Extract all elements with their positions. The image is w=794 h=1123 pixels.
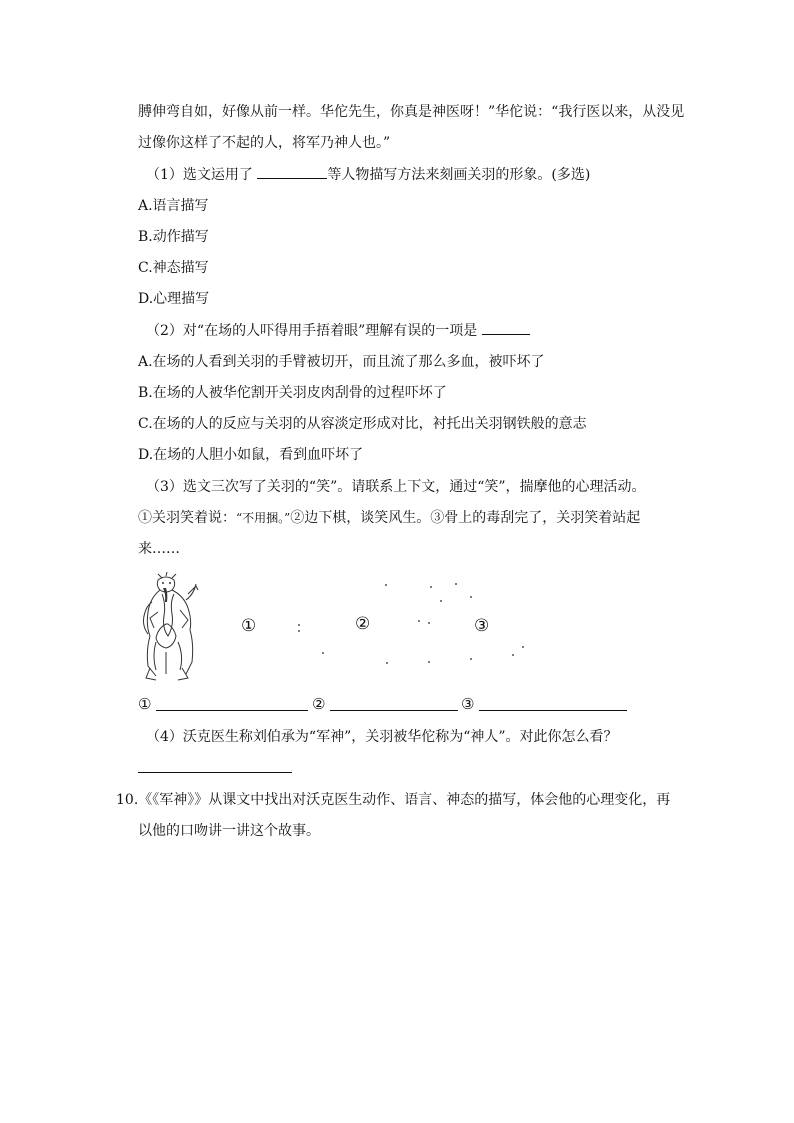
q3-stem: （3）选文三次写了关羽的“笑”。请联系上下文，通过“笑”，揣摩他的心理活动。 [146, 479, 646, 495]
q3-quote-inner: “不用捆。” [236, 511, 291, 525]
q3-answer-line-1[interactable] [156, 710, 308, 711]
q3-quote-part-b: ②边下棋，谈笑风生。③骨上的毒刮完了，关羽笑着站起 [290, 510, 641, 526]
passage-line-1: 膊伸弯自如，好像从前一样。华佗先生，你真是神医呀！”华佗说：“我行医以来，从没见 [138, 104, 685, 120]
guan-yu-illustration [138, 572, 200, 682]
q3-quote-line-1 [138, 508, 640, 528]
q3-quote-part-a: ①关羽笑着说： [138, 510, 236, 526]
q2-stem [146, 320, 530, 341]
q4-stem: （4）沃克医生称刘伯承为“军神”，关羽被华佗称为“神人”。对此你怎么看？ [146, 729, 618, 745]
q1-answer-blank[interactable] [257, 164, 327, 179]
q1-option-d[interactable]: D.心理描写 [138, 291, 210, 307]
q2-option-b[interactable]: B.在场的人被华佗割开关羽皮肉刮骨的过程吓坏了 [138, 385, 447, 401]
q1-option-c[interactable]: C.神态描写 [138, 260, 209, 276]
q10-line-1: 10.《《军神》》从课文中找出对沃克医生动作、语言、神态的描写，体会他的心理变化，再 [116, 792, 671, 808]
q1-option-a[interactable]: A.语言描写 [138, 198, 209, 214]
q2-option-a[interactable]: A.在场的人看到关羽的手臂被切开，而且流了那么多血，被吓坏了 [138, 354, 545, 370]
q1-stem [146, 164, 590, 185]
q3-answer-marker-1: ① [138, 695, 152, 713]
q1-option-b[interactable]: B.动作描写 [138, 229, 209, 245]
q3-answer-marker-3: ③ [461, 695, 475, 713]
q3-quote-line-2: 来…… [138, 541, 180, 557]
q4-answer-line[interactable] [138, 772, 292, 773]
q3-image-marker-3: ③ [474, 616, 490, 636]
passage-line-2: 过像你这样了不起的人，将军乃神人也。” [138, 135, 391, 151]
q2-answer-blank[interactable] [482, 320, 530, 335]
q3-image-marker-1: ① [241, 616, 257, 636]
q1-stem-prefix: （1）选文运用了 [146, 167, 258, 183]
q2-option-d[interactable]: D.在场的人胆小如鼠，看到血吓坏了 [138, 447, 364, 463]
q10-line-2: 以他的口吻讲一讲这个故事。 [138, 823, 320, 839]
q3-answer-line-2[interactable] [330, 710, 458, 711]
q2-option-c[interactable]: C.在场的人的反应与关羽的从容淡定形成对比，衬托出关羽钢铁般的意志 [138, 416, 587, 432]
q3-answer-line-3[interactable] [479, 710, 627, 711]
q3-image-marker-2: ② [355, 614, 371, 634]
q2-stem-text: （2）对“在场的人吓得用手捂着眼”理解有误的一项是 [146, 323, 482, 339]
q1-stem-suffix: 等人物描写方法来刻画关羽的形象。(多选) [327, 167, 591, 183]
q3-answer-marker-2: ② [312, 695, 326, 713]
